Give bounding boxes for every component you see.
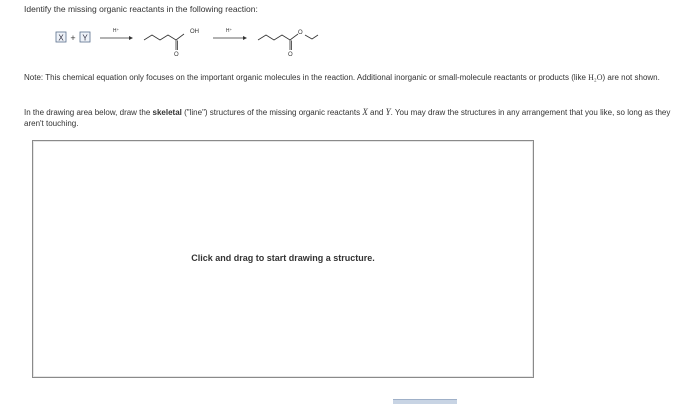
structure-drawing-area[interactable] [32, 140, 534, 378]
water-formula: H₂O [588, 73, 603, 82]
reaction-equation [36, 20, 356, 62]
hydroxyl-label: OH [190, 29, 199, 35]
instructions-var-x: X [362, 107, 368, 117]
instructions-var-y: Y [385, 107, 391, 117]
instructions-bold-skeletal: skeletal [152, 108, 182, 117]
intermediate-structure [144, 34, 184, 50]
reactant-y-box [80, 32, 90, 43]
reactant-y-label: Y [82, 33, 88, 43]
reactant-x-label: X [58, 33, 64, 43]
instructions-part-3: . You may draw the structures in any arrangement that you like, so long as they aren't touching. [24, 108, 671, 128]
drawing-area-hint: Click and drag to start drawing a structure. [191, 253, 375, 263]
carbonyl-oxygen-label: O [174, 52, 179, 58]
note-text-prefix: Note: This chemical equation only focuses on the important organic molecules in the reaction. Additional inorganic or small-molecule reactants or products (like [24, 73, 589, 82]
reactant-x-box [56, 32, 66, 43]
instructions-and: and [367, 108, 386, 117]
product-structure [258, 34, 318, 50]
note-text-suffix: ) are not shown. [602, 73, 660, 82]
catalyst-label-2: H⁺ [225, 28, 233, 34]
bottom-toolbar-tab[interactable] [393, 399, 457, 404]
reaction-arrow-1 [100, 28, 133, 40]
note-paragraph [24, 72, 684, 83]
instructions-part-2: ("line") structures of the missing organic reactants [181, 108, 363, 117]
reaction-arrow-2 [213, 28, 247, 40]
question-prompt: Identify the missing organic reactants in the following reaction: [24, 4, 258, 14]
catalyst-label-1: H⁺ [112, 28, 120, 34]
ester-oxygen-label: O [298, 30, 303, 36]
plus-sign: + [70, 33, 76, 43]
instructions-part-1: In the drawing area below, draw the [24, 108, 153, 117]
product-carbonyl-oxygen-label: O [288, 52, 293, 58]
instructions-paragraph [24, 107, 689, 129]
